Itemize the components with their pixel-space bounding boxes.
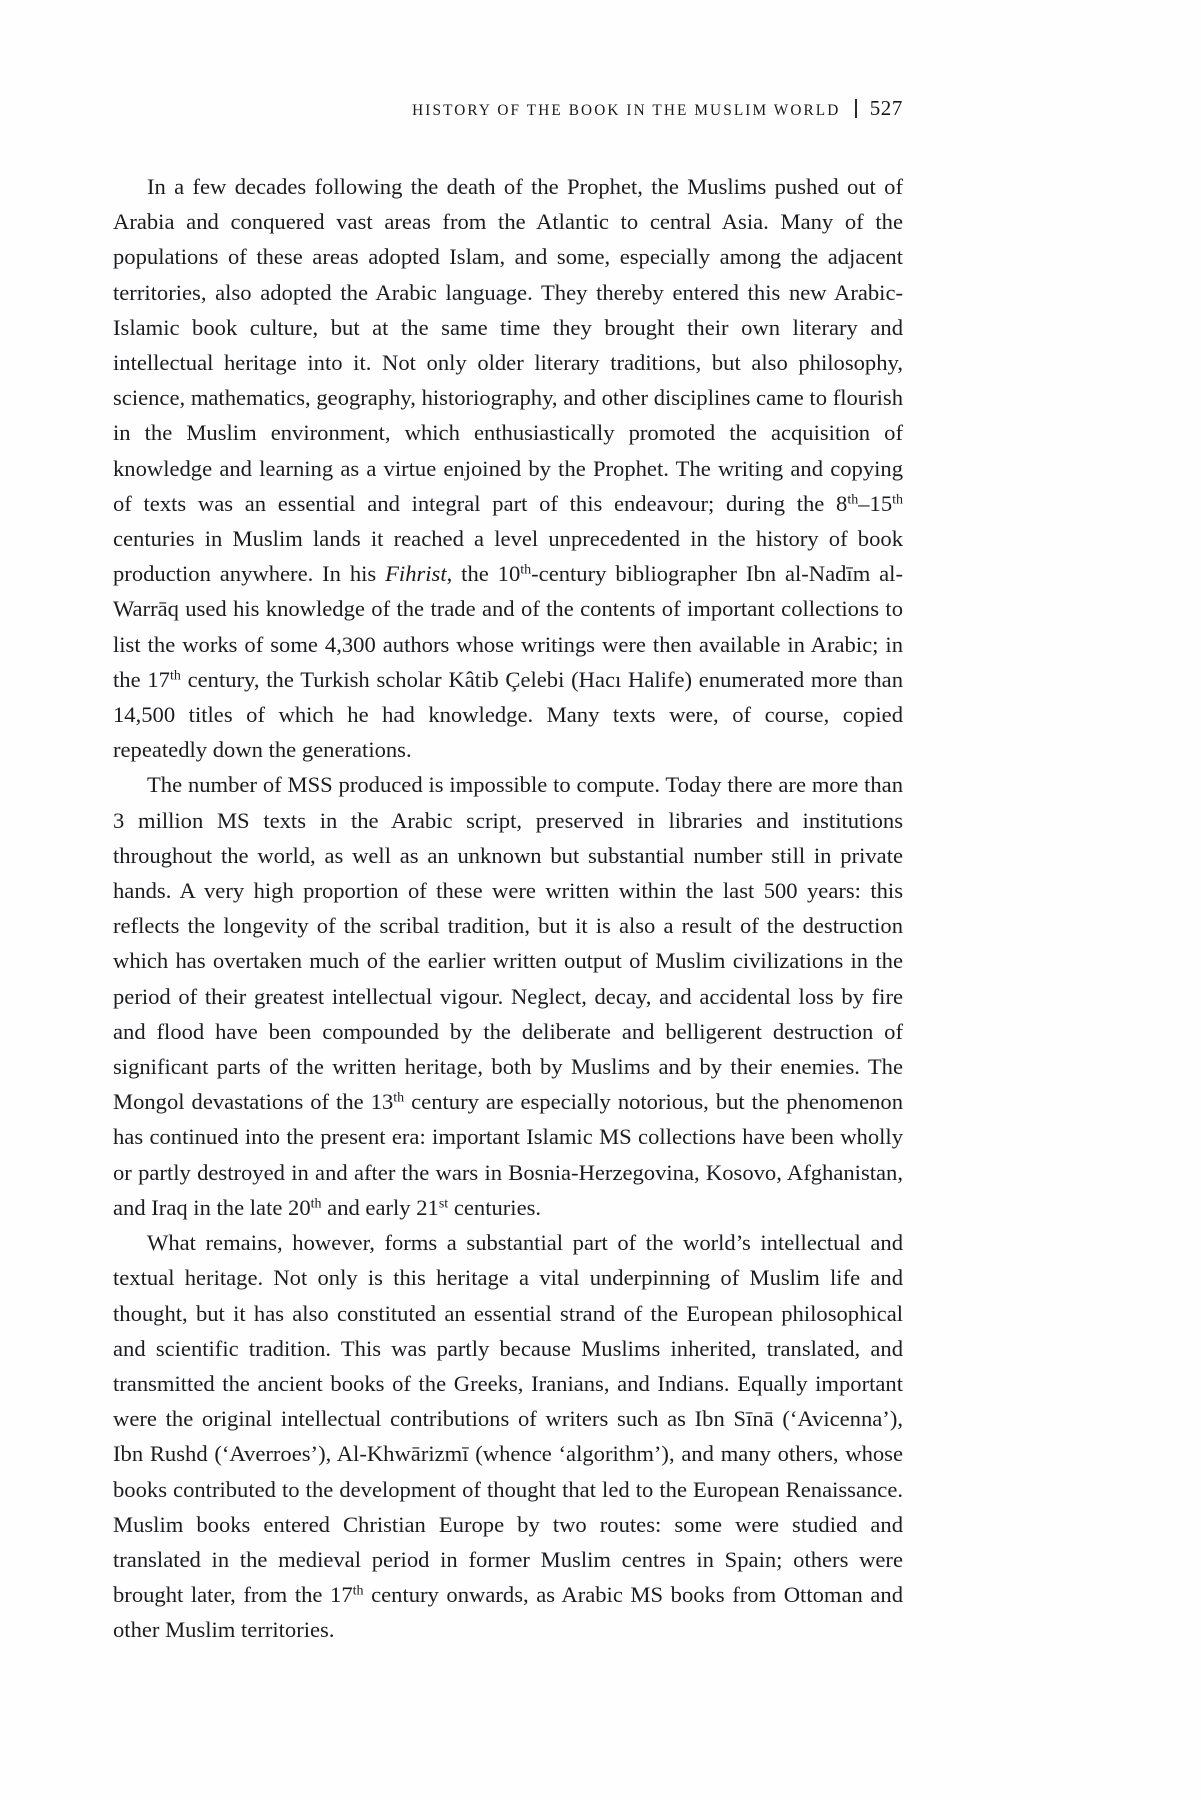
ordinal-superscript: th [520, 562, 532, 578]
text-run: -century bibliographer Ibn al-Nadīm al-Warrāq used his knowledge of the trade and of the contents of important collections to list the works of some 4,300 authors whose writings were then available in Arabic; in the 17 [113, 561, 903, 692]
body-text [113, 169, 903, 1648]
text-run: centuries. [448, 1194, 542, 1220]
italic-title: Fihrist [385, 561, 447, 587]
text-run: What remains, however, forms a substantial part of the world’s intellectual and textual heritage. Not only is this heritage a vital underpinning of Muslim life and thought, but it has also constituted an essential strand of the European philosophical and scientific tradition. This was partly because Muslims inherited, translated, and transmitted the ancient books of the Greeks, Iranians, and Indians. Equally important were the original intellectual contributions of writers such as Ibn Sīnā (‘Avicenna’), Ibn Rushd (‘Averroes’), Al-Khwārizmī (whence ‘algorithm’), and many others, whose books contributed to the development of thought that led to the European Renaissance. Muslim books entered Christian Europe by two routes: some were studied and translated in the medieval period in former Muslim centres in Spain; others were brought later, from the 17 [113, 1230, 903, 1608]
running-header-title: HISTORY OF THE BOOK IN THE MUSLIM WORLD [412, 102, 841, 119]
ordinal-superscript: th [847, 492, 859, 508]
paragraph-2 [113, 767, 903, 1225]
page-content [113, 96, 903, 1648]
text-run: century are especially notorious, but the phenomenon has continued into the present era: important Islamic MS collections have been wholly or partly destroyed in and after the wars in Bosnia-Herzegovina, Kosovo, Afghanistan, and Iraq in the late 20 [113, 1089, 903, 1220]
ordinal-superscript: th [352, 1583, 364, 1599]
text-run: The number of MSS produced is impossible to compute. Today there are more than 3 million MS texts in the Arabic script, preserved in libraries and institutions throughout the world, as well as an unknown but substantial number still in private hands. A very high proportion of these were written within the last 500 years: this reflects the longevity of the scribal tradition, but it is also a result of the destruction which has overtaken much of the earlier written output of Muslim civilizations in the period of their greatest intellectual vigour. Neglect, decay, and accidental loss by fire and flood have been compounded by the deliberate and belligerent destruction of significant parts of the written heritage, both by Muslims and by their enemies. The Mongol devastations of the 13 [113, 772, 903, 1115]
ordinal-superscript: th [393, 1091, 405, 1106]
text-run: century onwards, as Arabic MS books from Ottoman and other Muslim territories. [113, 1582, 904, 1643]
ordinal-superscript: st [438, 1196, 449, 1212]
text-run: , the 10 [446, 561, 521, 587]
paragraph-3 [113, 1225, 903, 1647]
text-run: centuries in Muslim lands it reached a level unprecedented in the history of book production anywhere. In his [113, 526, 903, 587]
ordinal-superscript: th [892, 492, 903, 508]
text-run: century, the Turkish scholar Kâtib Çelebi (Hacı Halife) enumerated more than 14,500 titles of which he had knowledge. Many texts were, of course, copied repeatedly down the generations. [113, 666, 903, 763]
paragraph-1 [113, 169, 903, 767]
text-run: In a few decades following the death of the Prophet, the Muslims pushed out of Arabia and conquered vast areas from the Atlantic to central Asia. Many of the populations of these areas adopted Islam, and some, especially among the adjacent territories, also adopted the Arabic language. They thereby entered this new Arabic-Islamic book culture, but at the same time they brought their own literary and intellectual heritage into it. Not only older literary traditions, but also philosophy, science, mathematics, geography, historiography, and other disciplines came to flourish in the Muslim environment, which enthusiastically promoted the acquisition of knowledge and learning as a virtue enjoined by the Prophet. The writing and copying of texts was an essential and integral part of this endeavour; during the 8 [113, 174, 903, 516]
ordinal-superscript: th [310, 1196, 322, 1212]
running-header-divider [855, 99, 856, 118]
text-run: and early 21 [321, 1194, 439, 1220]
page-number: 527 [869, 96, 903, 120]
ordinal-superscript: th [169, 668, 181, 684]
text-run: –15 [858, 490, 893, 516]
running-header [113, 96, 903, 121]
